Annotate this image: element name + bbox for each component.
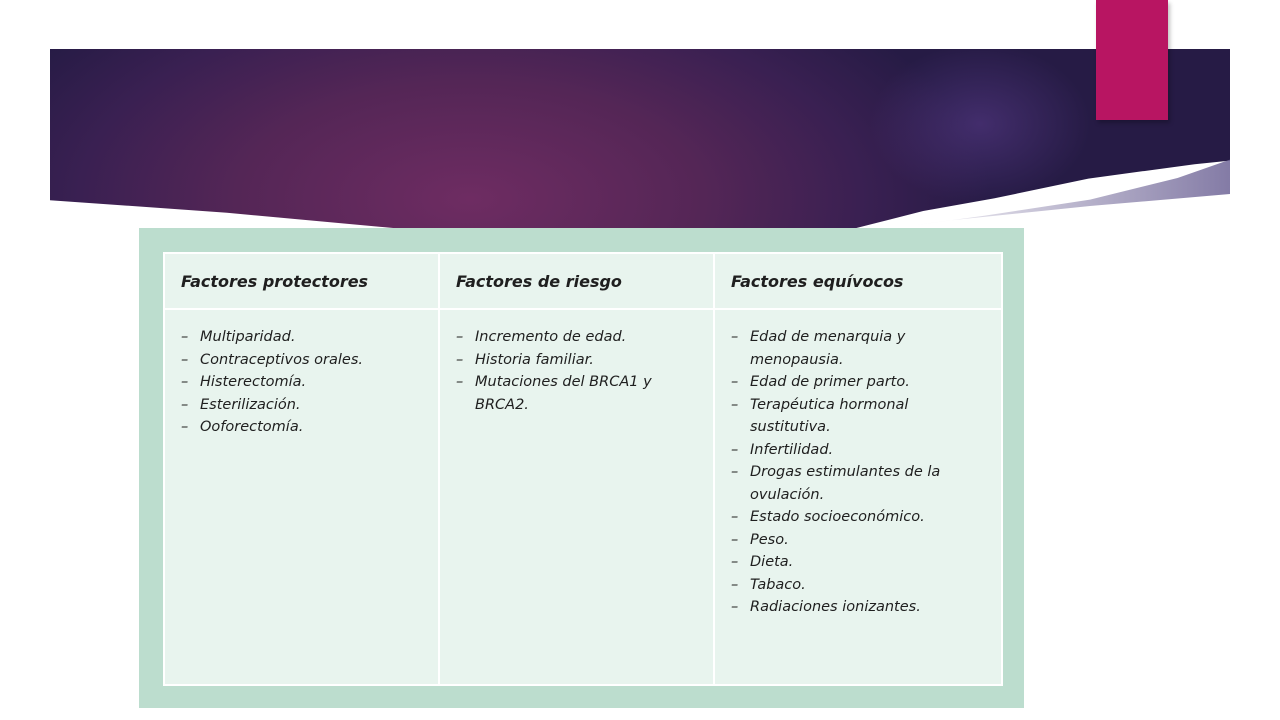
title-banner xyxy=(50,49,1230,229)
equivocal-factors-cell xyxy=(714,309,1002,685)
header-risk-factors: Factores de riesgo xyxy=(439,253,714,309)
list-item: – Incremento de edad. xyxy=(456,326,697,349)
list-item: – Edad de menarquia y menopausia. xyxy=(731,326,985,371)
list-item: – Tabaco. xyxy=(731,574,985,597)
list-item: – Terapéutica hormonal sustitutiva. xyxy=(731,394,985,439)
list-item: – Ooforectomía. xyxy=(181,416,422,439)
list-item: – Drogas estimulantes de la ovulación. xyxy=(731,461,985,506)
equivocal-factors-list xyxy=(731,326,985,619)
header-protective-factors: Factores protectores xyxy=(164,253,439,309)
accent-tab xyxy=(1096,0,1168,120)
list-item: – Histerectomía. xyxy=(181,371,422,394)
list-item: – Dieta. xyxy=(731,551,985,574)
list-item: – Radiaciones ionizantes. xyxy=(731,596,985,619)
protective-factors-list xyxy=(181,326,422,439)
list-item: – Edad de primer parto. xyxy=(731,371,985,394)
list-item: – Contraceptivos orales. xyxy=(181,349,422,372)
list-item: – Infertilidad. xyxy=(731,439,985,462)
risk-factors-table xyxy=(163,252,1003,686)
list-item: – Multiparidad. xyxy=(181,326,422,349)
table-header-row xyxy=(164,253,1002,309)
header-equivocal-factors: Factores equívocos xyxy=(714,253,1002,309)
protective-factors-cell xyxy=(164,309,439,685)
risk-factors-cell xyxy=(439,309,714,685)
list-item: – Historia familiar. xyxy=(456,349,697,372)
list-item: – Mutaciones del BRCA1 y BRCA2. xyxy=(456,371,697,416)
list-item: – Peso. xyxy=(731,529,985,552)
risk-factors-list xyxy=(456,326,697,416)
list-item: – Esterilización. xyxy=(181,394,422,417)
list-item: – Estado socioeconómico. xyxy=(731,506,985,529)
table-row xyxy=(164,309,1002,685)
risk-factors-table-frame xyxy=(139,228,1024,708)
